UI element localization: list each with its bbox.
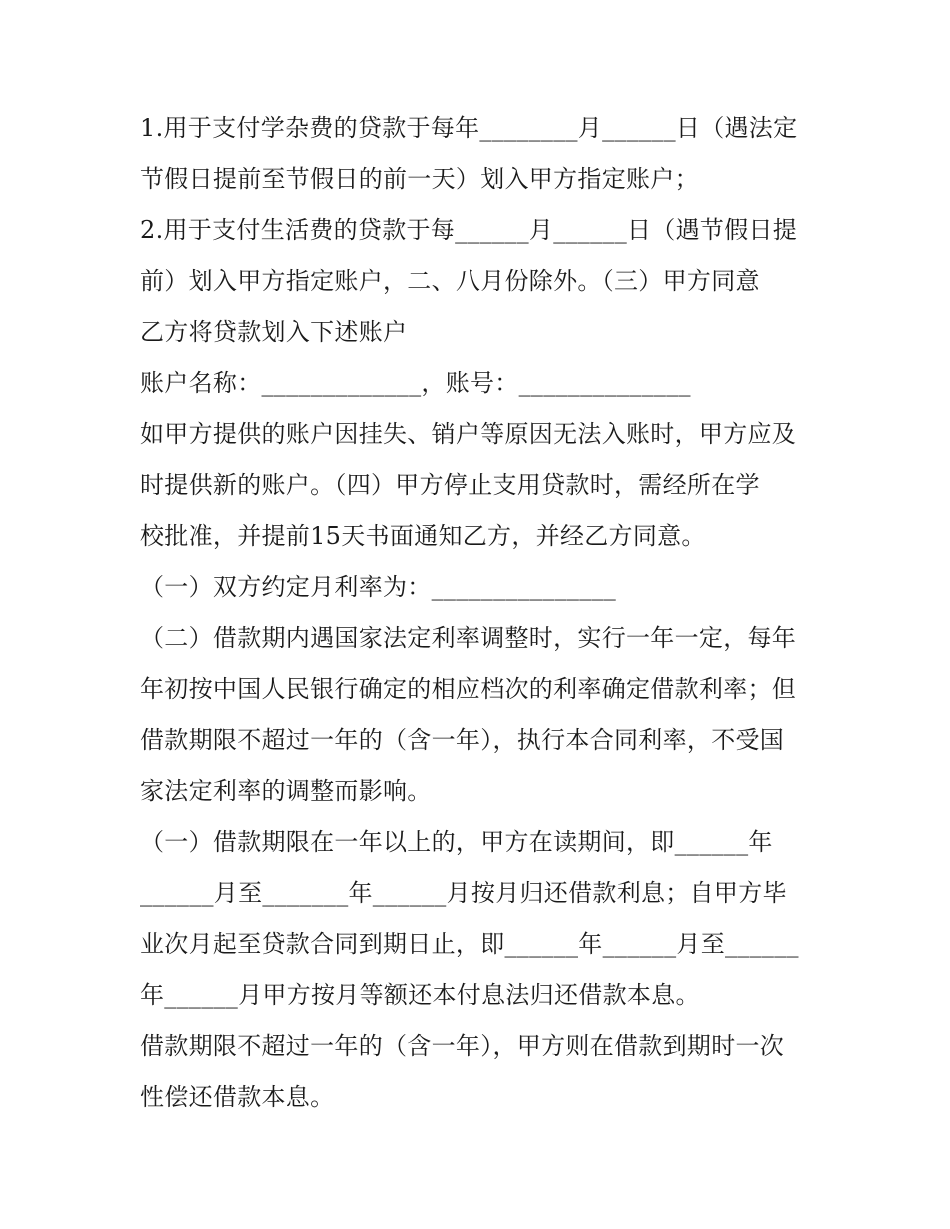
text-line-18: 年______月甲方按月等额还本付息法归还借款本息。	[140, 981, 700, 1009]
text-line-20: 性偿还借款本息。	[140, 1083, 335, 1111]
text-line-4: 前）划入甲方指定账户，二、八月份除外。（三）甲方同意	[140, 267, 760, 295]
text-line-3: 2.用于支付生活费的贷款于每______月______日（遇节假日提	[140, 216, 798, 244]
text-line-13: 借款期限不超过一年的（含一年），执行本合同利率，不受国	[140, 726, 785, 754]
text-line-15: （一）借款期限在一年以上的，甲方在读期间，即______年	[140, 828, 773, 856]
text-line-10: （一）双方约定月利率为：_______________	[140, 573, 617, 601]
text-line-8: 时提供新的账户。（四）甲方停止支用贷款时，需经所在学	[140, 471, 760, 499]
text-line-11: （二）借款期内遇国家法定利率调整时，实行一年一定，每年	[140, 624, 797, 652]
text-line-17: 业次月起至贷款合同到期日止，即______年______月至______	[140, 930, 799, 958]
text-line-16: ______月至_______年______月按月归还借款利息；自甲方毕	[140, 879, 787, 907]
text-line-9: 校批准，并提前15天书面通知乙方，并经乙方同意。	[140, 522, 706, 550]
text-line-12: 年初按中国人民银行确定的相应档次的利率确定借款利率；但	[140, 675, 797, 703]
text-line-14: 家法定利率的调整而影响。	[140, 777, 432, 805]
text-line-19: 借款期限不超过一年的（含一年），甲方则在借款到期时一次	[140, 1032, 785, 1060]
text-line-6: 账户名称：_____________，账号：______________	[140, 369, 691, 397]
text-line-2: 节假日提前至节假日的前一天）划入甲方指定账户；	[140, 165, 699, 193]
text-line-7: 如甲方提供的账户因挂失、销户等原因无法入账时，甲方应及	[140, 420, 797, 448]
text-line-1: 1.用于支付学杂费的贷款于每年________月______日（遇法定	[140, 114, 798, 142]
document-body	[140, 103, 820, 1123]
text-line-5: 乙方将贷款划入下述账户	[140, 318, 408, 346]
